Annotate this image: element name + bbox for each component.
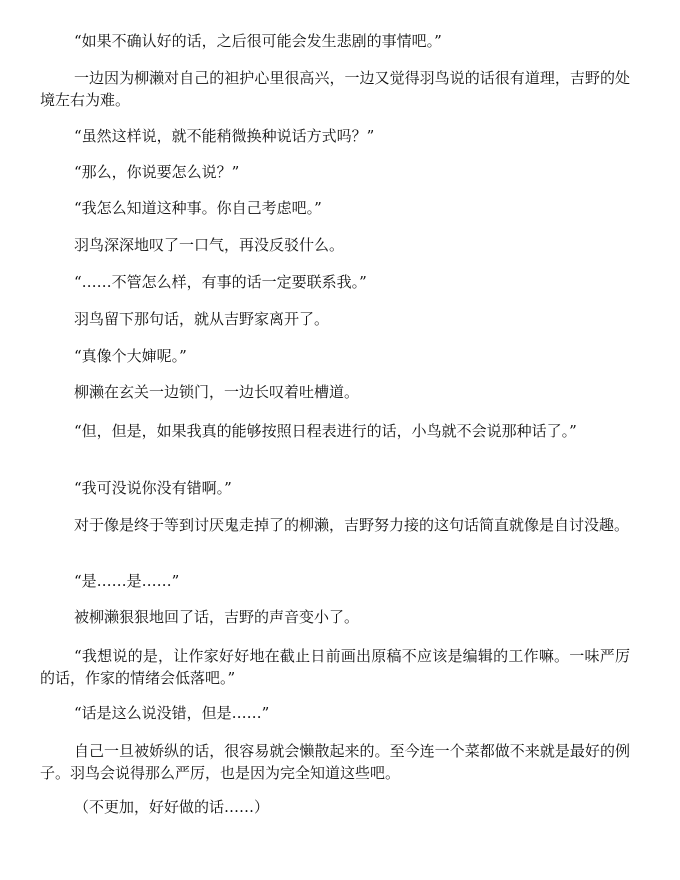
paragraph-8: 羽鸟留下那句话，就从吉野家离开了。 — [74, 310, 330, 328]
paragraph-16: “我想说的是，让作家好好地在截止日前画出原稿不应该是编辑的工作嘛。一味严厉的话，作家的情绪会低落吧。” — [40, 647, 630, 687]
paragraph-9: “真像个大婶呢。” — [74, 347, 187, 365]
paragraph-19: （不更加，好好做的话……） — [74, 798, 270, 816]
paragraph-2: 一边因为柳濑对自己的袒护心里很高兴，一边又觉得羽鸟说的话很有道理，吉野的处境左右为难。 — [40, 69, 630, 109]
paragraph-12: “我可没说你没有错啊。” — [74, 479, 232, 497]
paragraph-4: “那么，你说要怎么说？” — [74, 163, 240, 181]
paragraph-5: “我怎么知道这种事。你自己考虑吧。” — [74, 199, 322, 217]
paragraph-6: 羽鸟深深地叹了一口气，再没反驳什么。 — [74, 236, 345, 254]
paragraph-3: “虽然这样说，就不能稍微换种说话方式吗？” — [74, 127, 375, 145]
paragraph-13: 对于像是终于等到讨厌鬼走掉了的柳濑，吉野努力接的这句话简直就像是自讨没趣。 — [74, 516, 630, 534]
paragraph-7: “……不管怎么样，有事的话一定要联系我。” — [74, 273, 367, 291]
paragraph-18: 自己一旦被娇纵的话，很容易就会懒散起来的。至今连一个菜都做不来就是最好的例子。羽鸟会说得那么严厉，也是因为完全知道这些吧。 — [40, 742, 630, 782]
paragraph-10: 柳濑在玄关一边锁门，一边长叹着吐槽道。 — [74, 383, 360, 401]
paragraph-14: “是……是……” — [74, 572, 180, 590]
paragraph-17: “话是这么说没错，但是……” — [74, 704, 270, 722]
paragraph-1: “如果不确认好的话，之后很可能会发生悲剧的事情吧。” — [74, 32, 442, 50]
paragraph-15: 被柳濑狠狠地回了话，吉野的声音变小了。 — [74, 608, 360, 626]
paragraph-11: “但，但是，如果我真的能够按照日程表进行的话，小鸟就不会说那种话了。” — [74, 422, 577, 440]
